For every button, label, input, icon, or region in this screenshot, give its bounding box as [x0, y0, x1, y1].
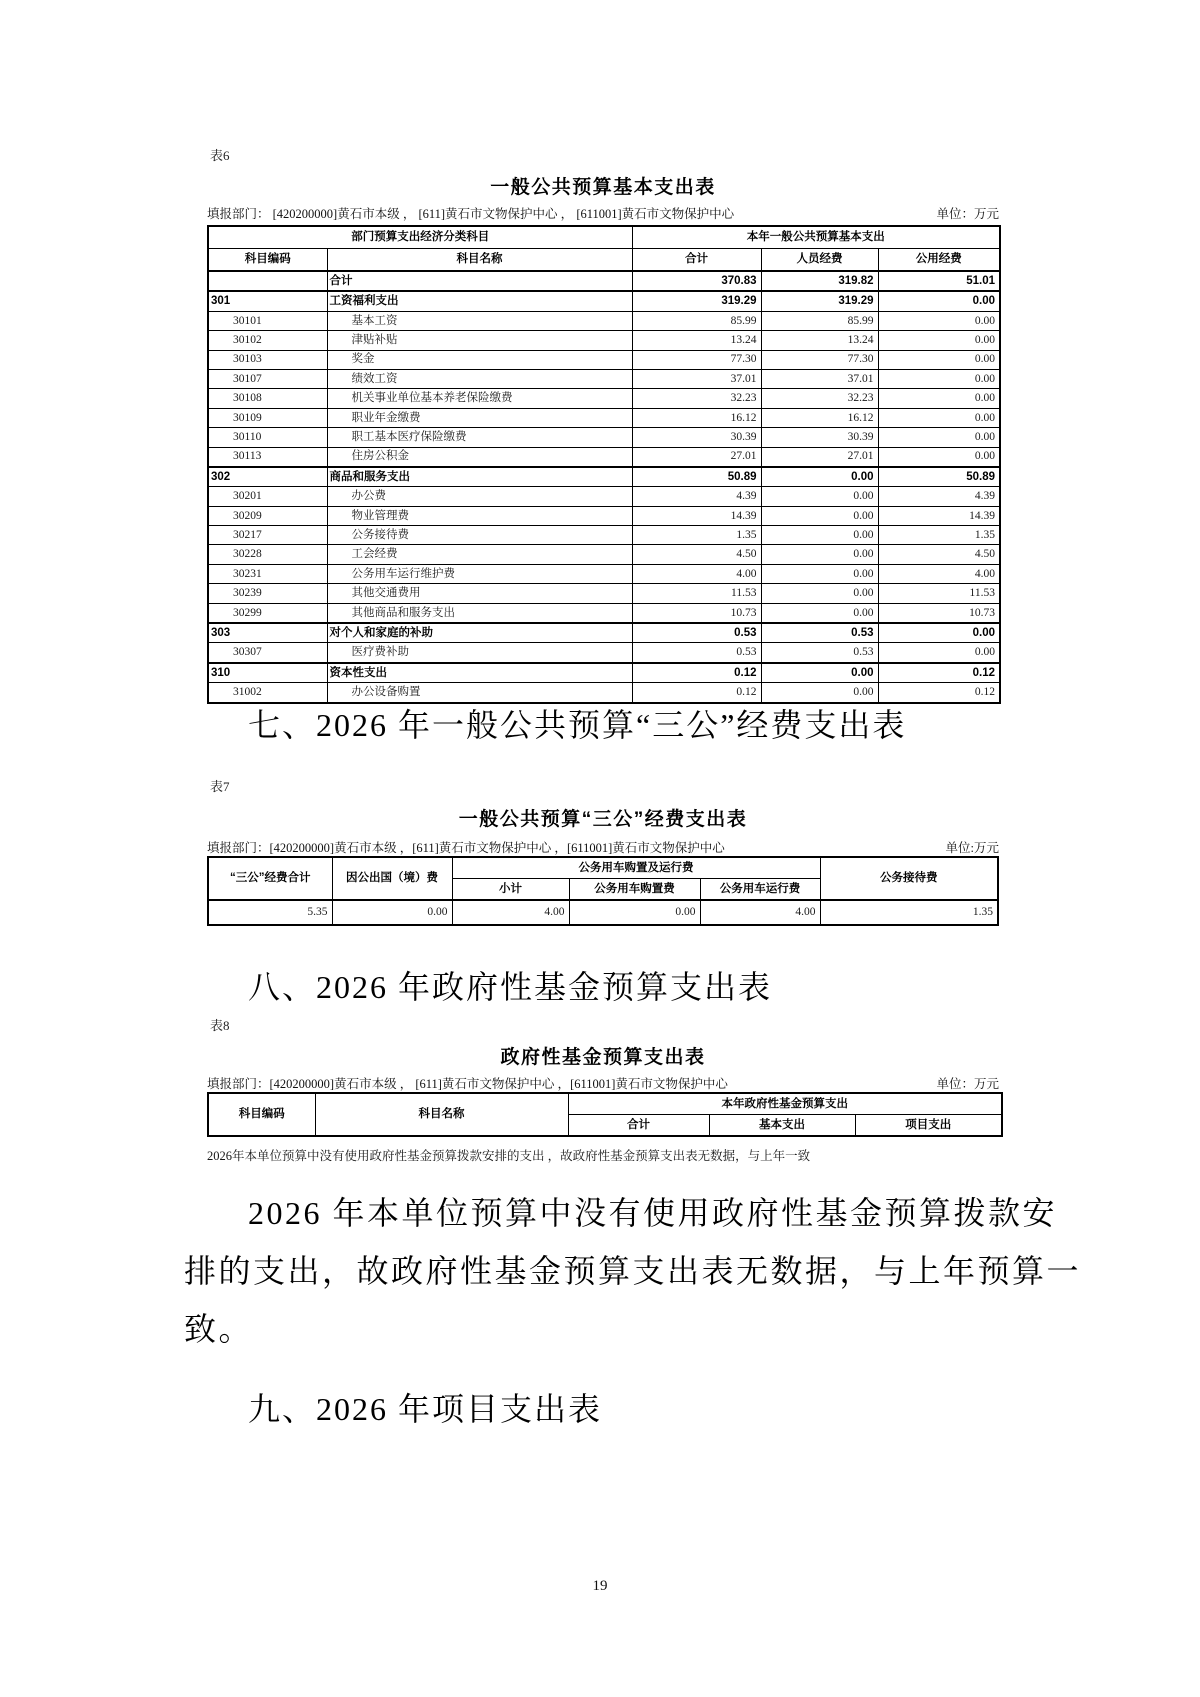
cell-public: 0.12	[878, 663, 1000, 683]
cell-code: 30231	[208, 564, 327, 583]
table8-department: 填报部门：[420200000]黄石市本级 ， [611]黄石市文物保护中心 ，[611001]黄石市文物保护中心	[207, 1077, 728, 1091]
cell-name: 绩效工资	[327, 369, 632, 388]
cell-public: 0.12	[878, 683, 1000, 703]
table-row	[208, 291, 1000, 311]
cell-total: 4.50	[632, 545, 761, 564]
cell-total: 77.30	[632, 350, 761, 369]
table-row	[208, 603, 1000, 623]
cell-code: 30108	[208, 389, 327, 408]
cell-total: 32.23	[632, 389, 761, 408]
cell-public: 0.00	[878, 331, 1000, 350]
cell-code: 30299	[208, 603, 327, 623]
cell-reception: 1.35	[820, 900, 998, 925]
cell-personnel: 0.00	[761, 584, 878, 603]
cell-personnel: 319.29	[761, 291, 878, 311]
cell-total: 13.24	[632, 331, 761, 350]
cell-personnel: 0.00	[761, 545, 878, 564]
table-row	[208, 271, 1000, 291]
cell-public: 0.00	[878, 623, 1000, 643]
cell-name: 公务接待费	[327, 526, 632, 545]
column-header: 科目编码	[208, 249, 327, 272]
column-header: 公务用车运行费	[700, 879, 820, 901]
cell-total: 0.12	[632, 683, 761, 703]
table-row	[208, 643, 1000, 663]
table6-label: 表6	[210, 148, 230, 163]
table7-meta	[207, 838, 999, 856]
cell-code: 30209	[208, 506, 327, 525]
column-header: 人员经费	[761, 249, 878, 272]
cell-total: 16.12	[632, 408, 761, 427]
cell-name: 物业管理费	[327, 506, 632, 525]
cell-name: 公务用车运行维护费	[327, 564, 632, 583]
cell-personnel: 77.30	[761, 350, 878, 369]
cell-name: 资本性支出	[327, 663, 632, 683]
section-heading-7: 七、2026 年一般公共预算“三公”经费支出表	[248, 707, 907, 743]
cell-code: 30101	[208, 311, 327, 330]
cell-code: 30217	[208, 526, 327, 545]
cell-personnel: 0.00	[761, 526, 878, 545]
column-header: 公用经费	[878, 249, 1000, 272]
cell-code: 301	[208, 291, 327, 311]
cell-personnel: 0.53	[761, 643, 878, 663]
table-row	[208, 584, 1000, 603]
column-header: 公务用车购置费	[569, 879, 700, 901]
cell-code: 30228	[208, 545, 327, 564]
cell-name: 工资福利支出	[327, 291, 632, 311]
paragraph-line: 致。	[184, 1311, 254, 1347]
cell-public: 0.00	[878, 311, 1000, 330]
cell-total: 0.53	[632, 623, 761, 643]
table6-title: 一般公共预算基本支出表	[490, 177, 716, 198]
table8-unit: 单位：万元	[936, 1077, 999, 1091]
paragraph-line: 2026 年本单位预算中没有使用政府性基金预算拨款安	[248, 1195, 1058, 1231]
cell-personnel: 32.23	[761, 389, 878, 408]
cell-public: 0.00	[878, 369, 1000, 388]
cell-public: 14.39	[878, 506, 1000, 525]
cell-total: 4.00	[632, 564, 761, 583]
cell-public: 0.00	[878, 408, 1000, 427]
table8-meta	[207, 1074, 999, 1092]
cell-personnel: 0.00	[761, 663, 878, 683]
table7-department: 填报部门：[420200000]黄石市本级 ，[611]黄石市文物保护中心 ，[611001]黄石市文物保护中心	[207, 841, 725, 855]
table-row	[208, 311, 1000, 330]
cell-personnel: 319.82	[761, 271, 878, 291]
cell-name: 工会经费	[327, 545, 632, 564]
cell-personnel: 16.12	[761, 408, 878, 427]
column-header: 因公出国（境）费	[332, 857, 452, 900]
cell-code: 30239	[208, 584, 327, 603]
column-header: 科目名称	[327, 249, 632, 272]
cell-public: 0.00	[878, 428, 1000, 447]
table-row	[208, 506, 1000, 525]
table8-title: 政府性基金预算支出表	[500, 1047, 706, 1068]
table8-header-row1	[208, 1093, 1002, 1115]
column-header: 合计	[568, 1115, 709, 1137]
cell-public: 51.01	[878, 271, 1000, 291]
cell-total: 0.53	[632, 643, 761, 663]
cell-total: 30.39	[632, 428, 761, 447]
cell-code: 30110	[208, 428, 327, 447]
three-public-funds-table	[207, 856, 999, 926]
table-row	[208, 545, 1000, 564]
table6-group-header-row	[208, 226, 1000, 249]
cell-name: 奖金	[327, 350, 632, 369]
cell-code: 30109	[208, 408, 327, 427]
section-heading-9: 九、2026 年项目支出表	[248, 1391, 603, 1427]
cell-name: 办公费	[327, 487, 632, 506]
column-header: 合计	[632, 249, 761, 272]
cell-code: 30102	[208, 331, 327, 350]
table6-department: 填报部门： [420200000]黄石市本级 ， [611]黄石市文物保护中心 ， [611001]黄石市文物保护中心	[207, 207, 735, 221]
basic-expenditure-table	[207, 225, 1001, 704]
table-row	[208, 331, 1000, 350]
cell-name: 办公设备购置	[327, 683, 632, 703]
cell-personnel: 37.01	[761, 369, 878, 388]
cell-total: 27.01	[632, 447, 761, 467]
column-header: “三公”经费合计	[208, 857, 332, 900]
cell-vehicle-operation: 4.00	[700, 900, 820, 925]
page-number: 19	[592, 1578, 608, 1594]
cell-name: 医疗费补助	[327, 643, 632, 663]
cell-public: 0.00	[878, 643, 1000, 663]
cell-public: 11.53	[878, 584, 1000, 603]
cell-total: 10.73	[632, 603, 761, 623]
cell-name: 其他交通费用	[327, 584, 632, 603]
column-header: 本年一般公共预算基本支出	[632, 226, 1000, 249]
cell-name: 住房公积金	[327, 447, 632, 467]
cell-code	[208, 271, 327, 291]
table-row	[208, 526, 1000, 545]
cell-personnel: 0.00	[761, 683, 878, 703]
table-row	[208, 447, 1000, 467]
table-row	[208, 487, 1000, 506]
table-row	[208, 564, 1000, 583]
cell-total: 0.12	[632, 663, 761, 683]
table7-values-row	[208, 900, 998, 925]
table-row	[208, 408, 1000, 427]
cell-public: 0.00	[878, 291, 1000, 311]
cell-total: 370.83	[632, 271, 761, 291]
cell-public: 10.73	[878, 603, 1000, 623]
cell-name: 商品和服务支出	[327, 467, 632, 487]
table8-note: 2026年本单位预算中没有使用政府性基金预算拨款安排的支出 ，故政府性基金预算支出表无数据，与上年一致	[207, 1149, 811, 1163]
column-header: 公务用车购置及运行费	[452, 857, 820, 879]
gov-fund-budget-table	[207, 1092, 1003, 1137]
cell-name: 机关事业单位基本养老保险缴费	[327, 389, 632, 408]
cell-code: 303	[208, 623, 327, 643]
cell-total: 319.29	[632, 291, 761, 311]
cell-total: 85.99	[632, 311, 761, 330]
cell-total: 50.89	[632, 467, 761, 487]
table6-meta	[207, 204, 999, 222]
cell-personnel: 85.99	[761, 311, 878, 330]
cell-public: 0.00	[878, 447, 1000, 467]
table6-unit: 单位：万元	[936, 207, 999, 221]
cell-code: 30103	[208, 350, 327, 369]
cell-name: 合计	[327, 271, 632, 291]
table-row	[208, 467, 1000, 487]
table-row	[208, 350, 1000, 369]
cell-code: 30201	[208, 487, 327, 506]
cell-name: 基本工资	[327, 311, 632, 330]
cell-total: 4.39	[632, 487, 761, 506]
cell-personnel: 0.00	[761, 564, 878, 583]
table7-unit: 单位:万元	[945, 841, 999, 855]
cell-public: 0.00	[878, 389, 1000, 408]
column-header: 项目支出	[855, 1115, 1002, 1137]
cell-code: 310	[208, 663, 327, 683]
cell-code: 31002	[208, 683, 327, 703]
cell-vehicle-subtotal: 4.00	[452, 900, 569, 925]
table-row	[208, 369, 1000, 388]
cell-public: 50.89	[878, 467, 1000, 487]
cell-name: 津贴补贴	[327, 331, 632, 350]
cell-vehicle-purchase: 0.00	[569, 900, 700, 925]
cell-personnel: 13.24	[761, 331, 878, 350]
cell-public: 4.00	[878, 564, 1000, 583]
cell-public: 4.39	[878, 487, 1000, 506]
section-heading-8: 八、2026 年政府性基金预算支出表	[248, 969, 773, 1005]
table-row	[208, 623, 1000, 643]
cell-personnel: 0.00	[761, 487, 878, 506]
cell-total: 11.53	[632, 584, 761, 603]
paragraph-line: 排的支出，故政府性基金预算支出表无数据，与上年预算一	[184, 1253, 1082, 1289]
cell-name: 对个人和家庭的补助	[327, 623, 632, 643]
column-header: 科目编码	[208, 1093, 315, 1136]
cell-abroad: 0.00	[332, 900, 452, 925]
table-row	[208, 663, 1000, 683]
cell-code: 30107	[208, 369, 327, 388]
table7-label: 表7	[210, 779, 230, 794]
table7-header-row1	[208, 857, 998, 879]
table6-header-row	[208, 249, 1000, 272]
cell-total: 5.35	[208, 900, 332, 925]
cell-personnel: 27.01	[761, 447, 878, 467]
cell-personnel: 0.53	[761, 623, 878, 643]
table-row	[208, 428, 1000, 447]
cell-name: 职业年金缴费	[327, 408, 632, 427]
cell-total: 37.01	[632, 369, 761, 388]
cell-name: 其他商品和服务支出	[327, 603, 632, 623]
column-header: 部门预算支出经济分类科目	[208, 226, 632, 249]
table7-title: 一般公共预算“三公”经费支出表	[458, 809, 748, 830]
cell-code: 30113	[208, 447, 327, 467]
cell-total: 1.35	[632, 526, 761, 545]
cell-public: 4.50	[878, 545, 1000, 564]
cell-name: 职工基本医疗保险缴费	[327, 428, 632, 447]
cell-total: 14.39	[632, 506, 761, 525]
cell-code: 302	[208, 467, 327, 487]
column-header: 科目名称	[315, 1093, 568, 1136]
table8-label: 表8	[210, 1018, 230, 1033]
column-header: 基本支出	[709, 1115, 855, 1137]
table-row	[208, 389, 1000, 408]
cell-public: 1.35	[878, 526, 1000, 545]
cell-code: 30307	[208, 643, 327, 663]
column-header: 本年政府性基金预算支出	[568, 1093, 1002, 1115]
cell-public: 0.00	[878, 350, 1000, 369]
cell-personnel: 0.00	[761, 603, 878, 623]
column-header: 小计	[452, 879, 569, 901]
cell-personnel: 0.00	[761, 467, 878, 487]
cell-personnel: 0.00	[761, 506, 878, 525]
column-header: 公务接待费	[820, 857, 998, 900]
cell-personnel: 30.39	[761, 428, 878, 447]
